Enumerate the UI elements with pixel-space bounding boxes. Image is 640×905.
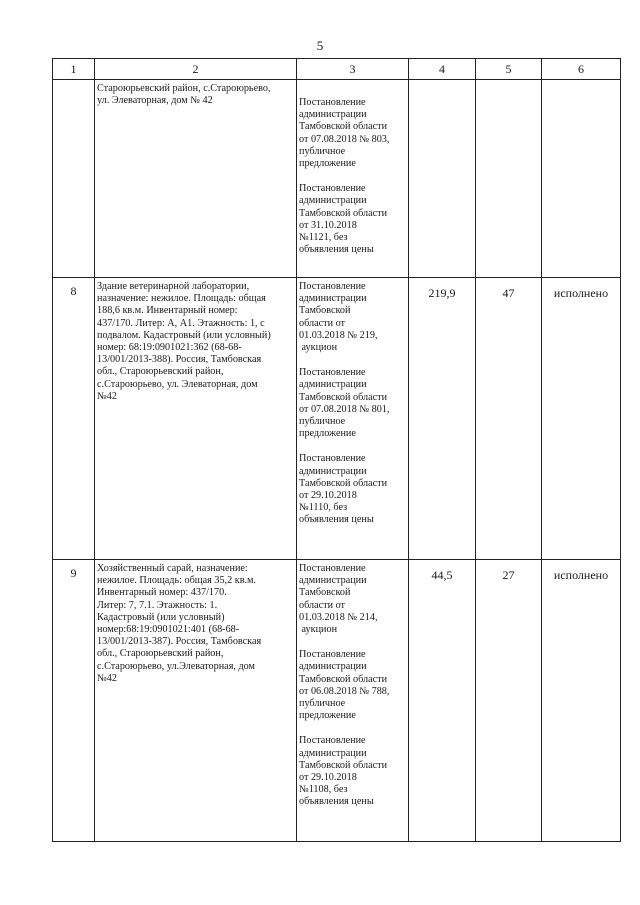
decree-entry: Постановление администрации Тамбовской области от 29.10.2018 №1110, без объявления цены xyxy=(299,453,388,526)
column-header: 6 xyxy=(542,59,621,80)
table-row xyxy=(53,278,621,560)
row-number xyxy=(53,80,95,278)
area-value: 44,5 xyxy=(409,560,476,842)
column-header: 1 xyxy=(53,59,95,80)
column-header: 4 xyxy=(409,59,476,80)
table-row xyxy=(53,560,621,842)
decree-entry: Постановление администрации Тамбовской области от 06.08.2018 № 788, публичное предложение xyxy=(299,649,390,722)
decree-list xyxy=(297,560,409,842)
row-number: 9 xyxy=(53,560,95,842)
decree-entry: Постановление администрации Тамбовской области от 01.03.2018 № 219, аукцион xyxy=(299,281,378,354)
status-value: исполнено xyxy=(542,278,621,560)
description-line: ул. Элеваторная, дом № 42 xyxy=(97,95,213,107)
row-number: 8 xyxy=(53,278,95,560)
status-value xyxy=(542,80,621,278)
property-description xyxy=(95,80,297,278)
property-table xyxy=(52,58,621,842)
decree-entry: Постановление администрации Тамбовской области от 07.08.2018 № 803, публичное предложение xyxy=(299,97,390,170)
area-value xyxy=(409,80,476,278)
property-description: Хозяйственный сарай, назначение: нежилое. Площадь: общая 35,2 кв.м. Инвентарный номер: 437/170. Литер: 7, 7.1. Этажность: 1. Кадастровый (или условный) номер:68:19:0901021:401 (68-68- 13/001/2013-387). Россия, Тамбовская обл., Староюрьевский район, с.Староюрьево, ул.Элеваторная, дом №42 xyxy=(95,560,297,842)
description-line: Староюрьевский район, с.Староюрьево, xyxy=(97,83,271,94)
table-row xyxy=(53,80,621,278)
count-value: 27 xyxy=(476,560,542,842)
decree-entry: Постановление администрации Тамбовской области от 29.10.2018 №1108, без объявления цены xyxy=(299,735,388,808)
decree-list xyxy=(297,80,409,278)
decree-entry: Постановление администрации Тамбовской области от 07.08.2018 № 801, публичное предложение xyxy=(299,367,390,440)
column-header: 3 xyxy=(297,59,409,80)
table-header-row xyxy=(53,59,621,80)
decree-list xyxy=(297,278,409,560)
count-value xyxy=(476,80,542,278)
decree-entry: Постановление администрации Тамбовской области от 01.03.2018 № 214, аукцион xyxy=(299,563,378,636)
column-header: 2 xyxy=(95,59,297,80)
page-number: 5 xyxy=(316,38,324,53)
count-value: 47 xyxy=(476,278,542,560)
decree-entry: Постановление администрации Тамбовской области от 31.10.2018 №1121, без объявления цены xyxy=(299,183,388,256)
column-header: 5 xyxy=(476,59,542,80)
property-description: Здание ветеринарной лаборатории, назначение: нежилое. Площадь: общая 188,6 кв.м. Инвентарный номер: 437/170. Литер: А, А1. Этажность: 1, с подвалом. Кадастровый (или условный) номер: 68:19:0901021:362 (68-68- 13/001/2013-388). Россия, Тамбовская обл., Староюрьевский район, с.Староюрьево, ул. Элеваторная, дом №42 xyxy=(95,278,297,560)
area-value: 219,9 xyxy=(409,278,476,560)
status-value: исполнено xyxy=(542,560,621,842)
